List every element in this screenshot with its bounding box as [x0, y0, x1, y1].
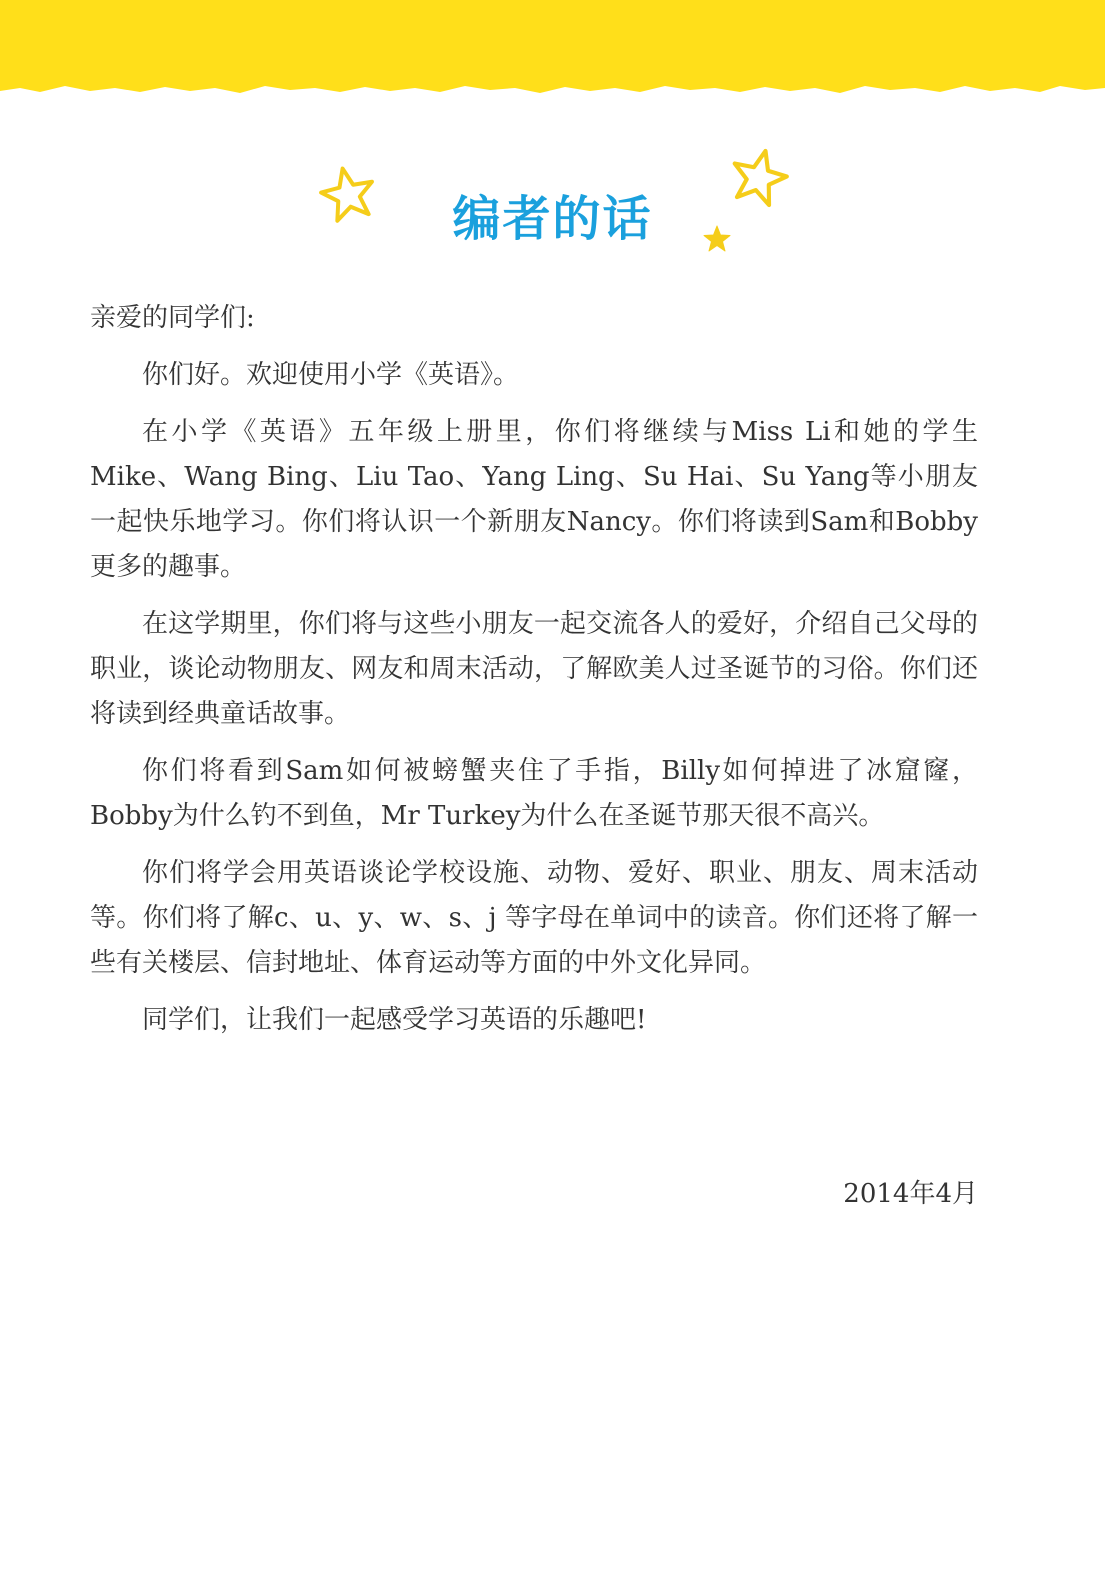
top-banner: [0, 0, 1105, 110]
paragraph: 你们好。欢迎使用小学《英语》。: [142, 360, 520, 390]
paragraph: 在这学期里，你们将与这些小朋友一起交流各人的爱好，介绍自己父母的职业，谈论动物朋友、网友和周末活动，了解欧美人过圣诞节的习俗。你们还将读到经典童话故事。: [90, 609, 978, 729]
paragraph: 你们将看到Sam如何被螃蟹夹住了手指，Billy如何掉进了冰窟窿，Bobby为什么钓不到鱼，Mr Turkey为什么在圣诞节那天很不高兴。: [90, 756, 978, 831]
top-banner-shape: [0, 0, 1105, 93]
salutation: 亲爱的同学们:: [90, 303, 255, 333]
page-title: 编者的话: [452, 191, 653, 247]
paragraph: 你们将学会用英语谈论学校设施、动物、爱好、职业、朋友、周末活动等。你们将了解c、u、y、w、s、j 等字母在单词中的读音。你们还将了解一些有关楼层、信封地址、体育运动等方面的中外文化异同。: [90, 858, 978, 978]
letter-date: 2014年4月: [843, 1179, 978, 1209]
paragraph: 在小学《英语》五年级上册里，你们将继续与Miss Li和她的学生Mike、Wang Bing、Liu Tao、Yang Ling、Su Hai、Su Yang等小朋友一起快乐地学习。你们将认识一个新朋友Nancy。你们将读到Sam和Bobby更多的趣事。: [90, 417, 978, 582]
paragraph: 同学们，让我们一起感受学习英语的乐趣吧!: [142, 1005, 647, 1035]
letter-body: [90, 296, 978, 1055]
